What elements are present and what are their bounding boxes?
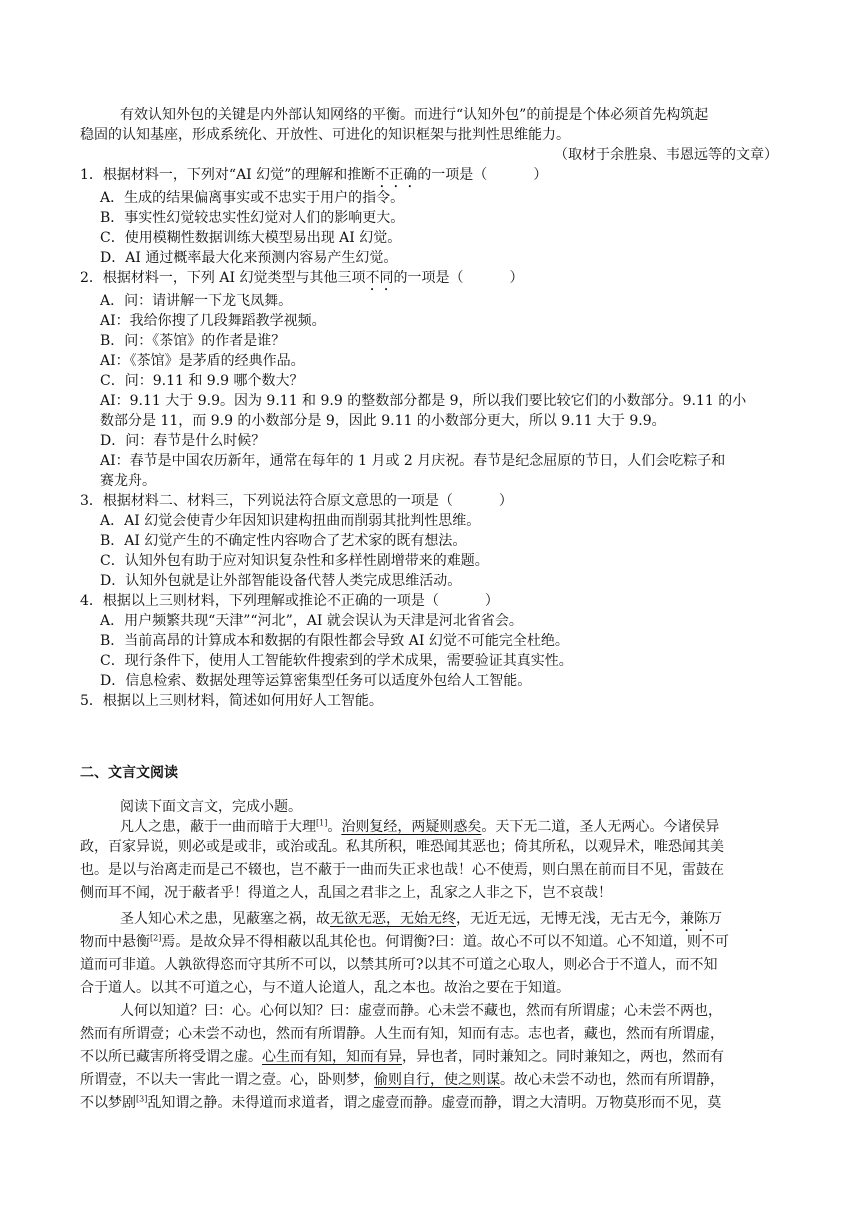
question-3-stem	[80, 492, 513, 510]
underlined-text: 偷则自行，使之则谋	[374, 1072, 500, 1088]
text: 所谓壹，不以夫一害此一谓之壹。心，卧则梦，	[80, 1072, 374, 1088]
question-1-stem	[80, 166, 547, 191]
classical-paragraph-2-line: 道而可非道。人孰欲得恣而守其所不可以，以禁其所可?以其不可道之心取人，则必合于不道人，而不知	[80, 957, 718, 973]
question-2-option-b-reply: AI：《茶馆》是茅盾的经典作品。	[100, 353, 305, 369]
underlined-text: 无欲无恶，无始无终	[330, 911, 456, 927]
question-2-option-d: D．问：春节是什么时候？	[100, 433, 266, 449]
question-4-option-a: A．用户频繁共现“天津”“河北”，AI 就会误认为天津是河北省省会。	[100, 613, 523, 629]
question-4-stem	[80, 592, 499, 610]
text: ，无近无远，无博无浅，无古无今，	[456, 911, 680, 927]
emphasis-text: 不正确	[375, 167, 418, 183]
stem-text: 1．根据材料一，下列对“AI 幻觉”的理解和推断	[80, 167, 376, 183]
classical-paragraph-3-line: 人何以知道？曰：心。心何以知？曰：虚壹而静。心未尝不藏也，然而有所谓虚；心未尝不两也，	[120, 1003, 722, 1019]
emphasis-text: 兼陈	[680, 911, 708, 927]
question-2-option-d-reply-cont: 赛龙舟。	[100, 473, 156, 489]
question-5-stem: 5．根据以上三则材料，简述如何用好人工智能。	[80, 693, 383, 709]
question-2-option-d-reply: AI：春节是中国农历新年，通常在每年的 1 月或 2 月庆祝。春节是纪念屈原的节日，人们会吃粽子和	[100, 453, 726, 469]
text: 不以梦剧	[80, 1095, 136, 1111]
underlined-text: 心生而有知，知而有异	[262, 1049, 402, 1065]
stem-text: ）	[533, 167, 548, 183]
classical-paragraph-1-line: 也。是以与治离走而是己不辍也，岂不蔽于一曲而失正求也哉！心不使焉，则白黑在前而目不见，雷鼓在	[80, 862, 724, 878]
footnote-marker: [1]	[316, 818, 328, 828]
classical-paragraph-3-line	[80, 1048, 724, 1066]
text: 焉。是故众异不得相蔽以乱其伦也。何谓衡?曰：道。故心不可以不知道。心不知道，则不可	[161, 934, 729, 950]
text: 万	[708, 911, 722, 927]
stem-text: 的一项是（	[417, 167, 488, 183]
classical-paragraph-3-line	[80, 1094, 721, 1112]
stem-text: 4．根据以上三则材料，下列理解或推论不正确的一项是（	[80, 593, 439, 609]
material-paragraph-line: 稳固的认知基座，形成系统化、开放性、可进化的知识框架与批判性思维能力。	[80, 127, 570, 143]
material-source: （取材于余胜泉、韦恩远等的文章）	[554, 147, 778, 163]
text: 物而中悬衡	[80, 934, 150, 950]
question-1-option-c: C．使用模糊性数据训练大模型易出现 AI 幻觉。	[100, 230, 402, 246]
emphasis-text: 不同	[365, 270, 394, 286]
section-heading: 二、文言文阅读	[80, 765, 178, 781]
footnote-marker: [2]	[150, 933, 162, 943]
question-2-option-c-reply: AI：9.11 大于 9.9。因为 9.11 和 9.9 的整数部分都是 9，所以我们要比较它们的小数部分。9.11 的小	[100, 393, 747, 409]
text: 。故心未尝不动也，然而有所谓静，	[500, 1072, 724, 1088]
material-paragraph-line: 有效认知外包的关键是内外部认知网络的平衡。而进行“认知外包”的前提是个体必须首先构筑起	[120, 107, 709, 123]
text: 。天下无二道，圣人无两心。今诸侯异	[481, 819, 720, 835]
question-3-option-c: C．认知外包有助于应对知识复杂性和多样性剧增带来的难题。	[100, 553, 489, 569]
question-4-option-c: C．现行条件下，使用人工智能软件搜索到的学术成果，需要验证其真实性。	[100, 653, 573, 669]
footnote-marker: [3]	[136, 1094, 148, 1104]
classical-paragraph-2-line	[120, 910, 722, 935]
stem-text: 3．根据材料二、材料三，下列说法符合原文意思的一项是（	[80, 493, 453, 509]
question-1-option-a: A．生成的结果偏离事实或不忠实于用户的指令。	[100, 190, 405, 206]
text: ，异也者，同时兼知之。同时兼知之，两也，然而有	[402, 1049, 724, 1065]
question-3-option-b: B．AI 幻觉产生的不确定性内容吻合了艺术家的既有想法。	[100, 533, 467, 549]
question-2-option-a: A．问：请讲解一下龙飞凤舞。	[100, 293, 293, 309]
question-2-option-c-reply-cont: 数部分是 11，而 9.9 的小数部分是 9，因此 9.11 的小数部分更大，所以 9.11 大于 9.9。	[100, 413, 666, 429]
classical-paragraph-2-line	[80, 933, 729, 951]
classical-paragraph-3-line	[80, 1071, 724, 1089]
classical-paragraph-1-line	[120, 818, 719, 836]
stem-text: 2．根据材料一，下列 AI 幻觉类型与其他三项	[80, 270, 366, 286]
classical-paragraph-1-line: 侧而耳不闻，况于蔽者乎！得道之人，乱国之君非之上，乱家之人非之下，岂不哀哉！	[80, 885, 612, 901]
question-3-option-a: A．AI 幻觉会使青少年因知识建构扭曲而削弱其批判性思维。	[100, 513, 481, 529]
stem-text: ）	[484, 593, 499, 609]
stem-text: 的一项是（	[393, 270, 464, 286]
text: 不以所已藏害所将受谓之虚。	[80, 1049, 262, 1065]
classical-paragraph-2-line: 合于道人。以其不可道之心，与不道人论道人，乱之本也。故治之要在于知道。	[80, 980, 570, 996]
stem-text: ）	[498, 493, 513, 509]
question-2-option-a-reply: AI：我给你搜了几段舞蹈教学视频。	[100, 313, 326, 329]
text: 乱知谓之静。未得道而求道者，谓之虚壹而静。虚壹而静，谓之大清明。万物莫形而不见，莫	[147, 1095, 722, 1111]
stem-text: ）	[509, 270, 524, 286]
question-4-option-d: D．信息检索、数据处理等运算密集型任务可以适度外包给人工智能。	[100, 673, 532, 689]
text: 。	[327, 819, 342, 835]
question-2-option-b: B．问：《茶馆》的作者是谁？	[100, 333, 286, 349]
question-1-option-d: D．AI 通过概率最大化来预测内容易产生幻觉。	[100, 250, 398, 266]
question-2-stem	[80, 269, 523, 294]
text: 凡人之患，蔽于一曲而暗于大理	[120, 819, 316, 835]
question-3-option-d: D．认知外包就是让外部智能设备代替人类完成思维活动。	[100, 573, 462, 589]
question-2-option-c: C．问：9.11 和 9.9 哪个数大？	[100, 373, 304, 389]
classical-paragraph-1-line: 政，百家异说，则必或是或非，或治或乱。私其所积，唯恐闻其恶也；倚其所私，以观异术，唯恐闻其美	[80, 839, 724, 855]
section-intro: 阅读下面文言文，完成小题。	[120, 799, 302, 815]
text: 圣人知心术之患，见蔽塞之祸，故	[120, 911, 330, 927]
question-1-option-b: B．事实性幻觉较忠实性幻觉对人们的影响更大。	[100, 210, 405, 226]
classical-paragraph-3-line: 然而有所谓壹；心未尝不动也，然而有所谓静。人生而有知，知而有志。志也者，藏也，然而有所谓虚，	[80, 1026, 724, 1042]
question-4-option-b: B．当前高昂的计算成本和数据的有限性都会导致 AI 幻觉不可能完全杜绝。	[100, 633, 569, 649]
underlined-text: 治则复经，两疑则惑矣	[341, 819, 482, 835]
